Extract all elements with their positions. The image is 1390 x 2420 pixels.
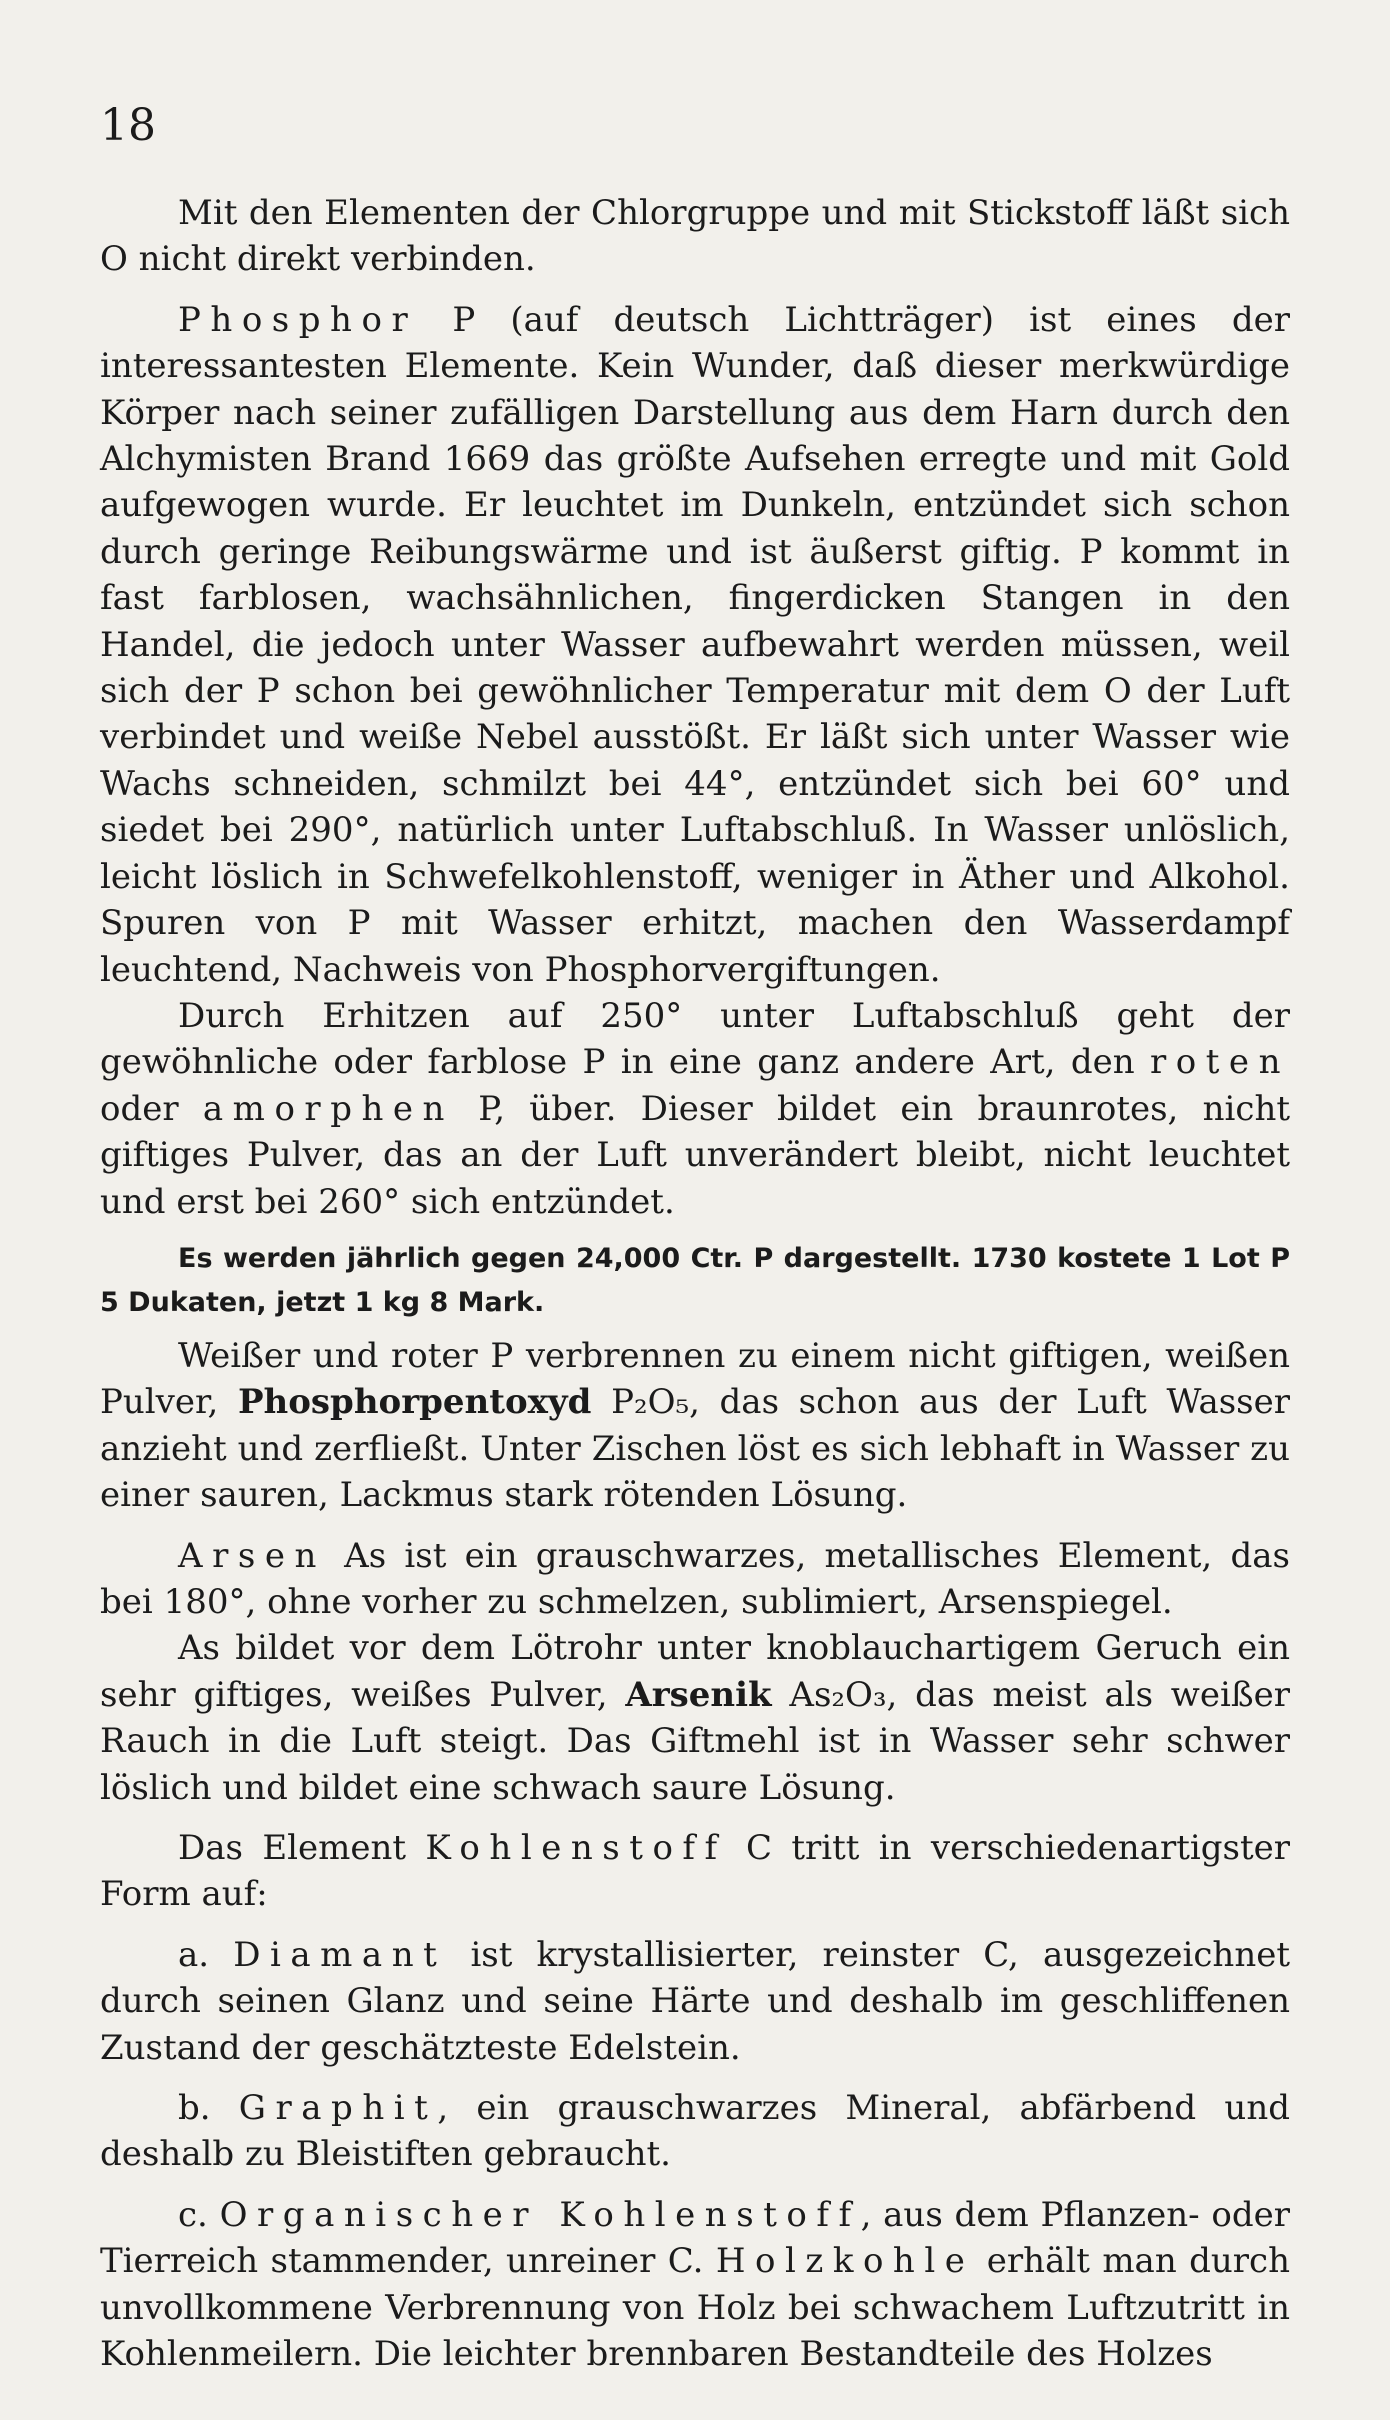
term-diamant: Diamant (233, 1934, 447, 1975)
paragraph-phosphorus: Phosphor P (auf deutsch Lichtträger) ist eines der interessantesten Elemente. Kein Wunder, daß dieser merkwürdige Körper nach seiner zufälligen Darstellung aus dem Harn durch den Alchymisten Brand 1669 das größte Aufsehen erregte und mit Gold aufgewogen wurde. Er leuchtet im Dunkeln, entzündet sich schon durch geringe Reibungswärme und ist äußerst giftig. P kommt in fast farblosen, wachsähnlichen, fingerdicken Stangen in den Handel, die jedoch unter Wasser aufbewahrt werden müssen, weil sich der P schon bei gewöhnlicher Temperatur mit dem O der Luft verbindet und weiße Nebel ausstößt. Er läßt sich unter Wasser wie Wachs schneiden, schmilzt bei 44°, entzündet sich bei 60° und siedet bei 290°, natürlich unter Luftabschluß. In Wasser unlöslich, leicht löslich in Schwefelkohlenstoff, weniger in Äther und Alkohol. Spuren von P mit Wasser erhitzt, machen den Wasserdampf leuchtend, Nachweis von Phosphorvergiftungen. (100, 299, 1290, 990)
term-arsen: Arsen (178, 1535, 326, 1576)
paragraph-arsenic: Arsen As ist ein grauschwarzes, metallisches Element, das bei 180°, ohne vorher zu schmelzen, sublimiert, Arsenspiegel. (100, 1535, 1290, 1622)
term-phosphor: Phosphor (178, 299, 418, 340)
paragraph-arsenic-trioxide: As bildet vor dem Lötrohr unter knoblauchartigem Geruch ein sehr giftiges, weißes Pulver, Arsenik As₂O₃, das meist als weißer Rauch in die Luft steigt. Das Giftmehl ist in Wasser sehr schwer löslich und bildet eine schwach saure Lösung. (100, 1628, 1290, 1808)
paragraph-carbon: Das Element Kohlenstoff C tritt in verschiedenartigster Form auf: (100, 1828, 1290, 1915)
paragraph-phosphorus-pentoxide: Weißer und roter P verbrennen zu einem nicht giftigen, weißen Pulver, Phosphorpentoxyd P₂O₅, das schon aus der Luft Wasser anzieht und zerfließt. Unter Zischen löst es sich lebhaft in Wasser zu einer sauren, Lackmus stark rötenden Lösung. (100, 1335, 1290, 1516)
term-kohlenstoff: Kohlenstoff (425, 1828, 727, 1868)
page-number: 18 (100, 100, 156, 151)
note-production: Es werden jährlich gegen 24,000 Ctr. P dargestellt. 1730 kostete 1 Lot P 5 Dukaten, jetzt 1 kg 8 Mark. (100, 1242, 1290, 1318)
term-roten: roten (1149, 1042, 1290, 1083)
body-text (100, 190, 1290, 2377)
list-item-diamond: a. Diamant ist krystallisierter, reinster C, ausgezeichnet durch seinen Glanz und seine Härte und deshalb im geschliffenen Zustand der geschätzteste Edelstein. (100, 1934, 1291, 2068)
term-amorphen: amorphen (202, 1088, 454, 1129)
term-graphit: Graphit (238, 2088, 438, 2129)
paragraph-red-phosphorus: Durch Erhitzen auf 250° unter Luftabschluß geht der gewöhnliche oder farblose P in eine ganz andere Art, den roten oder amorphen P, über. Dieser bildet ein braunrotes, nicht giftiges Pulver, das an der Luft unverändert bleibt, nicht leuchtet und erst bei 260° sich entzündet. (100, 995, 1291, 1222)
term-holzkohle: Holzkohle (715, 2241, 975, 2282)
term-arsenik: Arsenik (625, 1674, 772, 1715)
term-phosphorpentoxyd: Phosphorpentoxyd (237, 1382, 592, 1423)
list-item-graphite: b. Graphit, ein grauschwarzes Mineral, abfärbend und deshalb zu Bleistiften gebraucht. (100, 2088, 1290, 2175)
list-item-organic-carbon: c. Organischer Kohlenstoff, aus dem Pflanzen- oder Tierreich stammender, unreiner C. Holzkohle erhält man durch unvollkommene Verbrennung von Holz bei schwachem Luftzutritt in Kohlenmeilern. Die leichter brennbaren Bestandteile des Holzes (100, 2194, 1290, 2375)
paragraph-chlorine-nitrogen: Mit den Elementen der Chlorgruppe und mit Stickstoff läßt sich O nicht direkt verbinden. (100, 193, 1290, 280)
term-organischer-kohlenstoff: Organischer Kohlenstoff (219, 2194, 861, 2235)
